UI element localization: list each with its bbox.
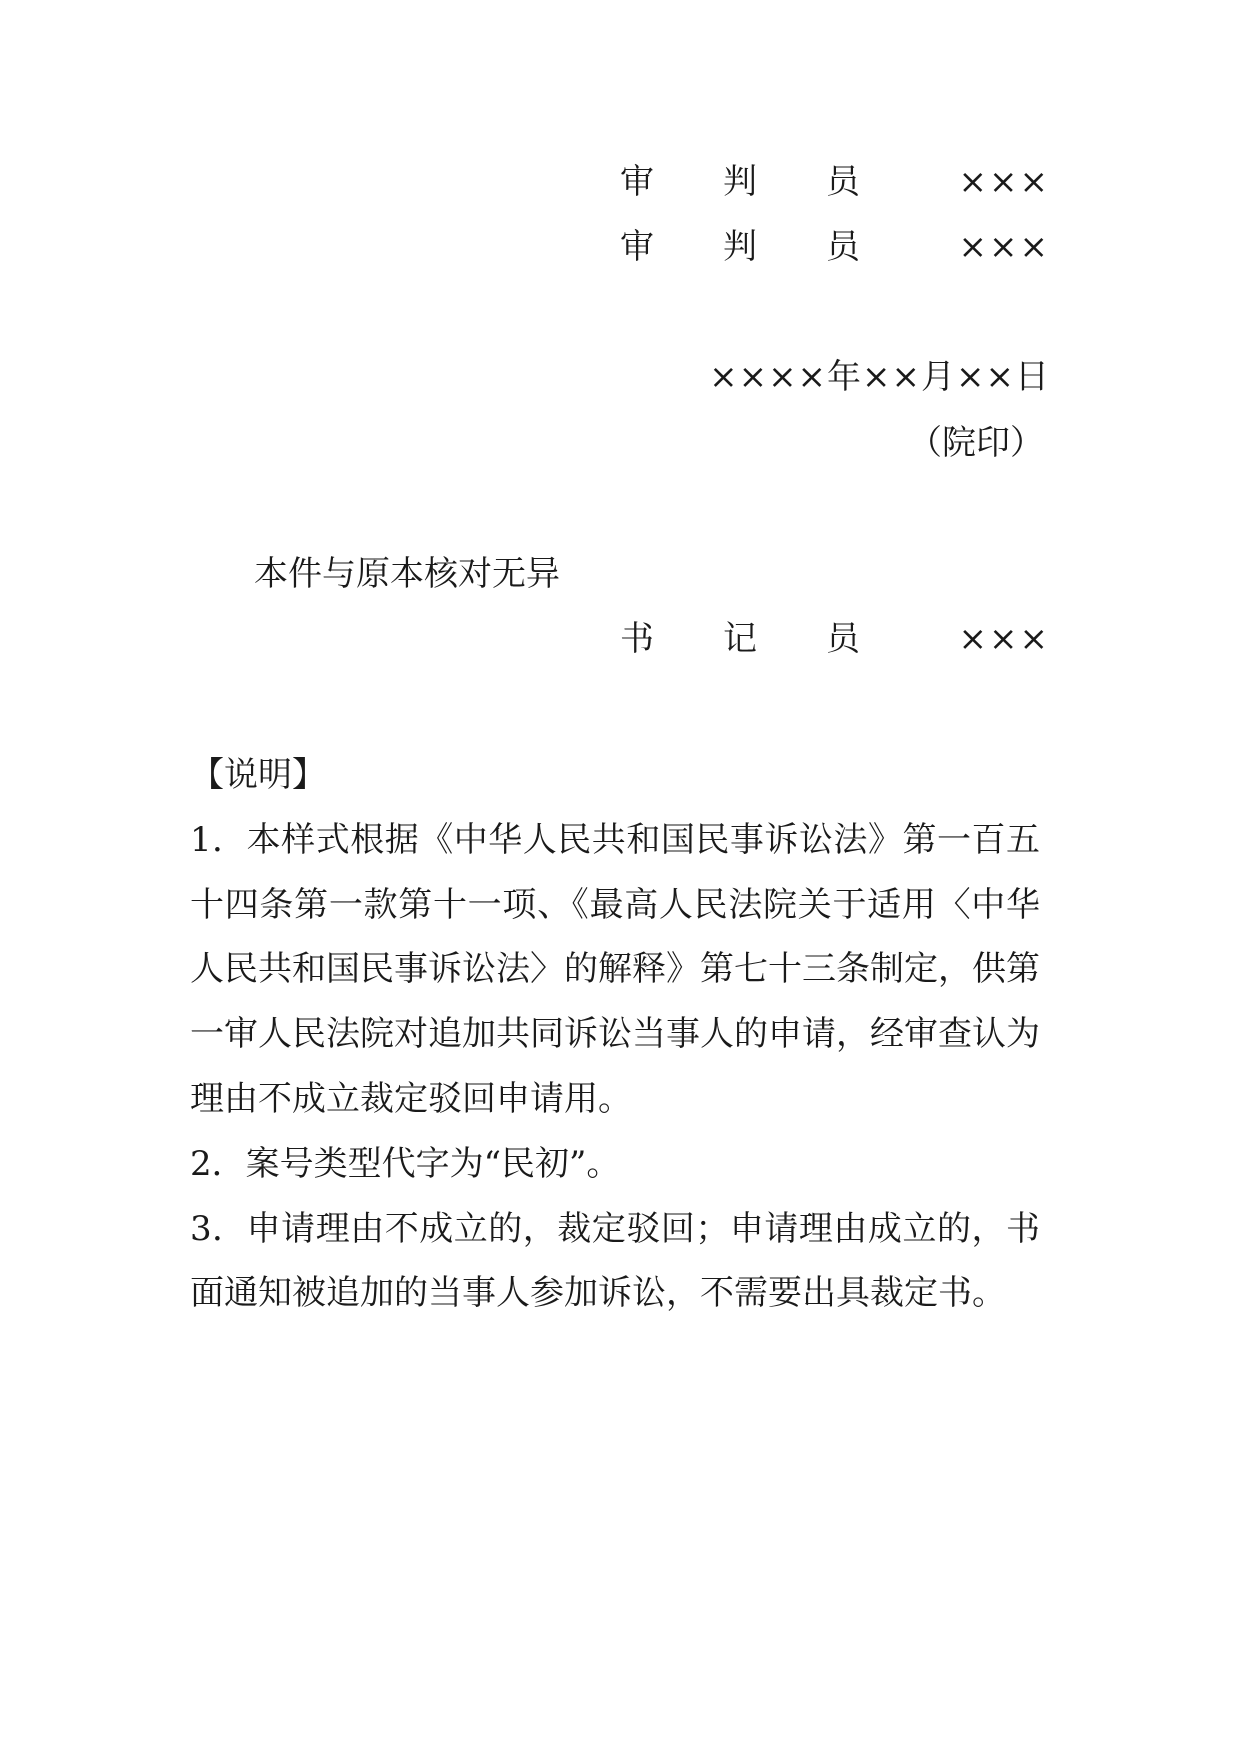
- clerk-name: ×××: [958, 619, 1050, 659]
- judge-title: 审 判 员: [620, 162, 860, 202]
- ruling-date: ××××年××月××日: [709, 357, 1050, 397]
- note-item-1: 1．本样式根据《中华人民共和国民事诉讼法》第一百五十四条第一款第十一项、《最高人民法院关于适用〈中华人民共和国民事诉讼法〉的解释》第七十三条制定，供第一审人民法院对追加共同诉讼当事人的申请，经审查认为理由不成立裁定驳回申请用。: [190, 819, 1040, 1119]
- judge-signature-2: [620, 222, 1050, 272]
- judge-name: ×××: [958, 162, 1050, 202]
- verification-statement: 本件与原本核对无异: [254, 554, 560, 594]
- judge-name: ×××: [958, 227, 1050, 267]
- clerk-signature: [620, 614, 1050, 664]
- judge-signature-1: [620, 157, 1050, 207]
- judge-title: 审 判 员: [620, 227, 860, 267]
- notes-section: [190, 743, 1040, 1326]
- clerk-title: 书 记 员: [620, 619, 860, 659]
- note-item-2: 2．案号类型代字为“民初”。: [190, 1143, 621, 1184]
- notes-heading: 【说明】: [190, 755, 326, 795]
- court-seal-note: （院印）: [908, 423, 1044, 463]
- note-item-3: 3．申请理由不成立的，裁定驳回；申请理由成立的，书面通知被追加的当事人参加诉讼，不需要出具裁定书。: [190, 1208, 1040, 1314]
